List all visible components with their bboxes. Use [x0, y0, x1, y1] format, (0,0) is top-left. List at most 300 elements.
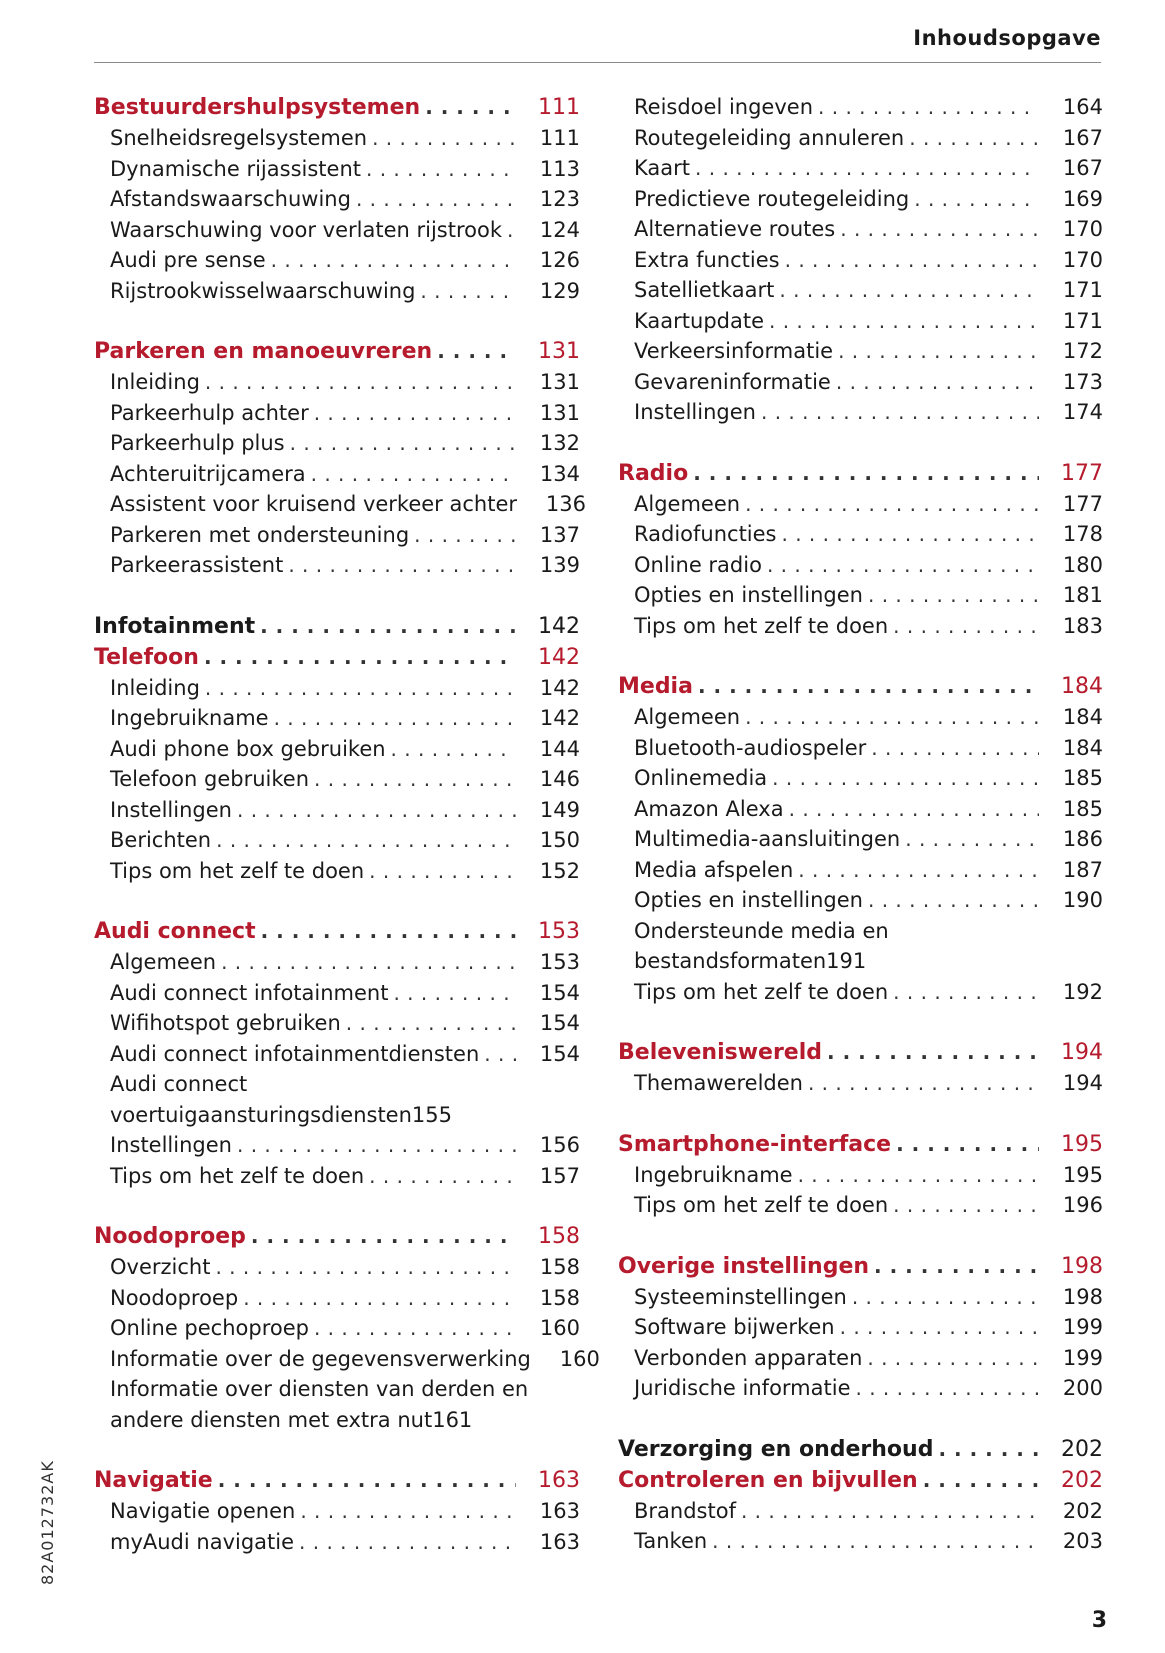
toc-subentry[interactable] [618, 184, 1103, 215]
toc-subentry[interactable] [94, 1069, 580, 1130]
dot-leader [896, 1129, 1039, 1160]
subentry-page-number: 171 [1062, 278, 1103, 302]
section-title: Parkeren en manoeuvreren [94, 339, 433, 364]
toc-subentry[interactable] [94, 154, 580, 185]
subentry-page-number: 198 [1062, 1284, 1103, 1309]
toc-section-entry[interactable] [94, 336, 580, 367]
toc-subentry[interactable] [618, 611, 1103, 642]
subentry-line2 [634, 946, 1103, 977]
toc-subentry[interactable] [618, 1190, 1103, 1221]
section-spacer [94, 886, 580, 916]
toc-subentry[interactable] [618, 794, 1103, 825]
toc-subentry[interactable] [618, 1373, 1103, 1404]
section-spacer [94, 581, 580, 611]
toc-subentry[interactable] [618, 1068, 1103, 1099]
dot-leader [221, 947, 516, 978]
section-title: Overige instellingen [618, 1253, 870, 1279]
toc-subentry[interactable] [94, 1252, 580, 1283]
toc-subentry[interactable] [618, 763, 1103, 794]
toc-section-entry[interactable] [618, 1434, 1103, 1465]
toc-subentry[interactable] [94, 978, 580, 1009]
toc-subentry[interactable] [618, 519, 1103, 550]
subentry-page-number: 169 [1062, 186, 1103, 211]
subentry-page-number: 154 [539, 1041, 580, 1066]
subentry-title-line2: bestandsformaten [634, 949, 827, 973]
dot-leader [827, 1037, 1039, 1068]
dot-leader [838, 336, 1039, 367]
subentry-title: Tips om het zelf te doen [634, 979, 889, 1004]
section-page-number: 163 [538, 1468, 580, 1493]
toc-subentry[interactable] [94, 520, 580, 551]
toc-subentry[interactable] [94, 489, 586, 520]
section-title: Radio [618, 460, 689, 486]
toc-subentry[interactable] [618, 702, 1103, 733]
header-divider [94, 62, 1101, 63]
section-title: Beleveniswereld [618, 1040, 823, 1065]
dot-leader [852, 1282, 1039, 1313]
subentry-title: Themawerelden [634, 1071, 803, 1095]
subentry-title: Verbonden apparaten [634, 1345, 863, 1370]
toc-subentry[interactable] [618, 123, 1103, 154]
dot-leader [237, 795, 516, 826]
dot-leader [484, 1039, 516, 1070]
dot-leader [369, 856, 516, 887]
toc-subentry[interactable] [94, 673, 580, 704]
dot-leader [356, 184, 516, 215]
subentry-page-number: 129 [539, 278, 580, 303]
toc-subentry[interactable] [618, 1526, 1103, 1557]
dot-leader [243, 1283, 516, 1314]
page-number: 3 [1091, 1608, 1107, 1633]
toc-subentry[interactable] [94, 856, 580, 887]
toc-section-entry[interactable] [94, 611, 580, 642]
section-spacer [618, 1404, 1103, 1434]
section-title: Controleren en bijvullen [618, 1467, 918, 1493]
dot-leader [346, 1008, 516, 1039]
toc-section-entry[interactable] [94, 92, 580, 123]
toc-subentry[interactable] [94, 825, 580, 856]
subentry-title: Ingebruikname [634, 1162, 793, 1187]
toc-subentry[interactable] [618, 306, 1103, 337]
dot-leader [914, 184, 1039, 215]
toc-subentry[interactable] [94, 1313, 580, 1344]
toc-subentry[interactable] [618, 367, 1103, 398]
subentry-title: Audi phone box gebruiken [110, 736, 386, 761]
dot-leader [868, 885, 1039, 916]
dot-leader [215, 1252, 516, 1283]
section-page-number: 111 [538, 95, 580, 120]
section-title: Verzorging en onderhoud [618, 1436, 934, 1462]
subentry-title-line2: voertuigaansturingsdiensten [110, 1102, 412, 1127]
toc-subentry[interactable] [618, 550, 1103, 581]
subentry-page-number: 200 [1062, 1376, 1103, 1400]
subentry-title: Onlinemedia [634, 766, 768, 790]
dot-leader [712, 1526, 1039, 1557]
toc-subentry[interactable] [94, 1161, 580, 1192]
subentry-title: Opties en instellingen [634, 583, 863, 607]
section-spacer [94, 1435, 580, 1465]
section-page-number: 131 [538, 339, 580, 364]
subentry-page-number: 126 [539, 248, 580, 272]
toc-subentry[interactable] [618, 397, 1103, 428]
subentry-line2 [110, 1405, 580, 1436]
section-spacer [618, 641, 1103, 671]
toc-subentry[interactable] [618, 245, 1103, 276]
dot-leader [856, 1373, 1040, 1404]
toc-right-column [618, 92, 1103, 1557]
subentry-title-line1: Ondersteunde media en [634, 918, 889, 943]
toc-subentry[interactable] [94, 215, 580, 246]
section-spacer [618, 1007, 1103, 1037]
subentry-title: Routegeleiding annuleren [634, 125, 905, 150]
subentry-title: Algemeen [110, 950, 217, 974]
subentry-page-number: 136 [545, 492, 586, 516]
subentry-page-number: 192 [1062, 979, 1103, 1004]
dot-leader [798, 1160, 1039, 1191]
subentry-page-number: 113 [539, 156, 580, 181]
subentry-page-number: 163 [539, 1529, 580, 1554]
subentry-page-number: 194 [1062, 1071, 1103, 1095]
subentry-page-number: 195 [1062, 1162, 1103, 1187]
toc-subentry[interactable] [618, 92, 1103, 123]
toc-subentry[interactable] [618, 916, 1103, 977]
subentry-page-number: 155 [411, 1102, 453, 1127]
toc-left-column [94, 92, 600, 1557]
subentry-title: Online pechoproep [110, 1316, 309, 1340]
toc-section-entry[interactable] [618, 1251, 1103, 1282]
dot-leader [741, 1496, 1039, 1527]
subentry-title: Assistent voor kruisend verkeer achter [110, 492, 517, 516]
subentry-title: Bluetooth-audiospeler [634, 735, 867, 760]
section-title: Media [618, 674, 693, 699]
dot-leader [769, 306, 1039, 337]
toc-section-entry[interactable] [618, 1037, 1103, 1068]
subentry-page-number: 131 [539, 370, 580, 394]
toc-subentry[interactable] [618, 824, 1103, 855]
toc-subentry[interactable] [94, 947, 580, 978]
section-page-number: 202 [1061, 1436, 1103, 1462]
dot-leader [218, 1465, 516, 1496]
subentry-title: Audi pre sense [110, 248, 266, 272]
dot-leader [372, 123, 516, 154]
subentry-title: Telefoon gebruiken [110, 767, 310, 791]
subentry-page-number: 131 [539, 400, 580, 425]
subentry-page-number: 172 [1062, 339, 1103, 363]
subentry-title: Navigatie openen [110, 1499, 296, 1523]
section-page-number: 202 [1061, 1467, 1103, 1493]
dot-leader [314, 398, 516, 429]
page-header-title: Inhoudsopgave [913, 26, 1101, 50]
section-spacer [94, 306, 580, 336]
toc-section-entry[interactable] [94, 1465, 580, 1496]
toc-subentry[interactable] [94, 703, 580, 734]
subentry-title: Instellingen [110, 797, 232, 822]
subentry-page-number: 196 [1062, 1193, 1103, 1217]
toc-subentry[interactable] [94, 123, 580, 154]
toc-subentry[interactable] [94, 1496, 580, 1527]
dot-leader [693, 458, 1039, 489]
toc-section-entry[interactable] [94, 916, 580, 947]
dot-leader [314, 1313, 516, 1344]
section-title: Smartphone-interface [618, 1131, 892, 1157]
toc-subentry[interactable] [618, 1343, 1103, 1374]
subentry-title: Achteruitrijcamera [110, 461, 306, 486]
section-page-number: 142 [538, 613, 580, 639]
toc-subentry[interactable] [94, 795, 580, 826]
subentry-page-number: 174 [1062, 400, 1103, 424]
subentry-title: Algemeen [634, 491, 741, 516]
subentry-page-number: 185 [1062, 766, 1103, 790]
subentry-title: Inleiding [110, 675, 200, 700]
subentry-page-number: 164 [1062, 95, 1103, 119]
subentry-title: Informatie over de gegevensverwerking [110, 1346, 531, 1371]
subentry-title-line1: Audi connect [110, 1072, 248, 1096]
subentry-title: Waarschuwing voor verlaten rijstrook [110, 217, 502, 242]
subentry-page-number: 139 [539, 553, 580, 577]
dot-leader [909, 123, 1039, 154]
subentry-title: Kaart [634, 156, 691, 180]
toc-section-entry[interactable] [618, 1465, 1103, 1496]
dot-leader [366, 154, 516, 185]
section-spacer [94, 1191, 580, 1221]
dot-leader [698, 671, 1039, 702]
toc-subentry[interactable] [94, 367, 580, 398]
section-page-number: 153 [538, 919, 580, 944]
subentry-page-number: 152 [539, 858, 580, 883]
toc-section-entry[interactable] [94, 1221, 580, 1252]
dot-leader [840, 1312, 1039, 1343]
subentry-page-number: 184 [1062, 705, 1103, 729]
dot-leader [779, 275, 1039, 306]
subentry-title: Instellingen [110, 1133, 232, 1157]
toc-subentry[interactable] [94, 1039, 580, 1070]
subentry-page-number: 167 [1062, 156, 1103, 180]
dot-leader [767, 550, 1039, 581]
toc-subentry[interactable] [94, 428, 580, 459]
subentry-title-line1: Informatie over diensten van derden en [110, 1377, 529, 1401]
subentry-title: Parkeren met ondersteuning [110, 522, 410, 547]
toc-section-entry[interactable] [618, 458, 1103, 489]
subentry-page-number: 184 [1062, 735, 1103, 760]
toc-subentry[interactable] [618, 733, 1103, 764]
subentry-title: Juridische informatie [634, 1376, 851, 1400]
toc-subentry[interactable] [618, 977, 1103, 1008]
toc-subentry[interactable] [94, 764, 580, 795]
dot-leader [938, 1434, 1039, 1465]
subentry-page-number: 191 [826, 949, 867, 973]
dot-leader [840, 214, 1039, 245]
subentry-page-number: 160 [539, 1316, 580, 1340]
toc-subentry[interactable] [94, 1283, 580, 1314]
toc-subentry[interactable] [618, 336, 1103, 367]
subentry-title: Amazon Alexa [634, 796, 784, 821]
dot-leader [271, 245, 516, 276]
subentry-title: Berichten [110, 828, 212, 852]
dot-leader [391, 734, 516, 765]
dot-leader [260, 611, 516, 642]
subentry-title: Dynamische rijassistent [110, 156, 361, 181]
dot-leader [507, 215, 516, 246]
toc-subentry[interactable] [94, 1130, 580, 1161]
toc-section-entry[interactable] [94, 642, 580, 673]
subentry-title: Systeeminstellingen [634, 1284, 847, 1309]
dot-leader [205, 367, 516, 398]
subentry-title: Gevareninformatie [634, 369, 831, 394]
subentry-title: Predictieve routegeleiding [634, 186, 910, 211]
section-page-number: 158 [538, 1224, 580, 1249]
toc-subentry[interactable] [618, 855, 1103, 886]
subentry-page-number: 186 [1062, 827, 1103, 851]
subentry-page-number: 156 [539, 1133, 580, 1157]
toc-subentry[interactable] [618, 1160, 1103, 1191]
dot-leader [905, 824, 1039, 855]
subentry-title: Radiofuncties [634, 522, 777, 546]
toc-subentry[interactable] [94, 1527, 580, 1558]
subentry-title: Tips om het zelf te doen [634, 1193, 889, 1217]
toc-subentry[interactable] [618, 153, 1103, 184]
subentry-page-number: 178 [1062, 522, 1103, 546]
subentry-page-number: 170 [1062, 217, 1103, 241]
toc-subentry[interactable] [94, 1008, 580, 1039]
dot-leader [874, 1251, 1039, 1282]
dot-leader [772, 763, 1039, 794]
subentry-page-number: 167 [1062, 125, 1103, 150]
subentry-page-number: 199 [1062, 1345, 1103, 1370]
section-page-number: 198 [1061, 1253, 1103, 1279]
subentry-page-number: 154 [539, 980, 580, 1005]
subentry-title: myAudi navigatie [110, 1529, 295, 1554]
toc-subentry[interactable] [94, 398, 580, 429]
subentry-title: Afstandswaarschuwing [110, 187, 351, 211]
subentry-title: Wifihotspot gebruiken [110, 1011, 341, 1035]
subentry-title: Tips om het zelf te doen [110, 858, 365, 883]
subentry-page-number: 199 [1062, 1315, 1103, 1339]
section-title: Noodoproep [94, 1224, 246, 1249]
subentry-page-number: 142 [539, 675, 580, 700]
section-spacer [618, 1099, 1103, 1129]
dot-leader [798, 855, 1039, 886]
section-page-number: 142 [538, 644, 580, 670]
dot-leader [299, 1527, 516, 1558]
subentry-page-number: 153 [539, 950, 580, 974]
dot-leader [782, 519, 1040, 550]
subentry-page-number: 158 [539, 1285, 580, 1310]
subentry-page-number: 202 [1062, 1498, 1103, 1523]
toc-subentry[interactable] [94, 459, 580, 490]
subentry-page-number: 150 [539, 828, 580, 852]
subentry-page-number: 144 [539, 736, 580, 761]
dot-leader [785, 245, 1039, 276]
subentry-title: Online radio [634, 552, 762, 577]
subentry-title: Parkeerassistent [110, 553, 284, 577]
subentry-title: Tanken [634, 1529, 708, 1553]
dot-leader [274, 703, 516, 734]
subentry-title: Instellingen [634, 400, 756, 424]
dot-leader [369, 1161, 516, 1192]
toc-subentry[interactable] [94, 276, 580, 307]
toc-subentry[interactable] [618, 489, 1103, 520]
subentry-page-number: 157 [539, 1163, 580, 1188]
subentry-title: Noodoproep [110, 1285, 239, 1310]
dot-leader [204, 642, 516, 673]
dot-leader [425, 92, 516, 123]
subentry-title: Tips om het zelf te doen [110, 1163, 365, 1188]
dot-leader [818, 92, 1039, 123]
toc-section-entry[interactable] [618, 671, 1103, 702]
subentry-page-number: 124 [539, 217, 580, 242]
dot-leader [205, 673, 516, 704]
subentry-page-number: 146 [539, 767, 580, 791]
subentry-title: Alternatieve routes [634, 217, 836, 241]
subentry-page-number: 158 [539, 1255, 580, 1279]
dot-leader [868, 580, 1039, 611]
subentry-page-number: 134 [539, 461, 580, 486]
toc-subentry[interactable] [618, 1496, 1103, 1527]
subentry-title: Inleiding [110, 370, 200, 394]
subentry-page-number: 137 [539, 522, 580, 547]
dot-leader [420, 276, 516, 307]
dot-leader [871, 733, 1039, 764]
subentry-page-number: 180 [1062, 552, 1103, 577]
subentry-page-number: 154 [539, 1011, 580, 1035]
dot-leader [808, 1068, 1039, 1099]
toc-subentry[interactable] [94, 245, 580, 276]
dot-leader [237, 1130, 516, 1161]
dot-leader [414, 520, 516, 551]
toc-subentry[interactable] [618, 214, 1103, 245]
subentry-title: Audi connect infotainment [110, 980, 389, 1005]
subentry-page-number: 163 [539, 1499, 580, 1523]
dot-leader [867, 1343, 1039, 1374]
toc-subentry[interactable] [618, 1282, 1103, 1313]
section-page-number: 184 [1061, 674, 1103, 699]
subentry-title: Ingebruikname [110, 706, 269, 730]
subentry-page-number: 181 [1062, 583, 1103, 607]
toc-subentry[interactable] [618, 275, 1103, 306]
subentry-page-number: 203 [1062, 1529, 1103, 1553]
dot-leader [893, 1190, 1039, 1221]
dot-leader [761, 397, 1039, 428]
toc-subentry[interactable] [618, 580, 1103, 611]
dot-leader [290, 428, 516, 459]
toc-subentry[interactable] [618, 1312, 1103, 1343]
dot-leader [745, 489, 1039, 520]
toc-subentry[interactable] [94, 734, 580, 765]
subentry-title: Audi connect infotainmentdiensten [110, 1041, 480, 1066]
dot-leader [393, 978, 516, 1009]
subentry-page-number: 185 [1062, 796, 1103, 821]
dot-leader [836, 367, 1039, 398]
subentry-page-number: 123 [539, 187, 580, 211]
subentry-page-number: 187 [1062, 857, 1103, 882]
subentry-title: Tips om het zelf te doen [634, 613, 889, 638]
subentry-title: Opties en instellingen [634, 888, 863, 912]
section-title: Audi connect [94, 919, 256, 944]
dot-leader [314, 764, 516, 795]
subentry-page-number: 160 [559, 1346, 600, 1371]
toc-subentry[interactable] [94, 550, 580, 581]
subentry-title: Parkeerhulp achter [110, 400, 309, 425]
toc-subentry[interactable] [94, 184, 580, 215]
toc-subentry[interactable] [94, 1374, 580, 1435]
toc-subentry[interactable] [618, 885, 1103, 916]
dot-leader [893, 977, 1039, 1008]
subentry-title: Satellietkaart [634, 278, 775, 302]
toc-subentry[interactable] [94, 1344, 600, 1375]
toc-section-entry[interactable] [618, 1129, 1103, 1160]
section-spacer [618, 428, 1103, 458]
subentry-title: Kaartupdate [634, 308, 764, 333]
